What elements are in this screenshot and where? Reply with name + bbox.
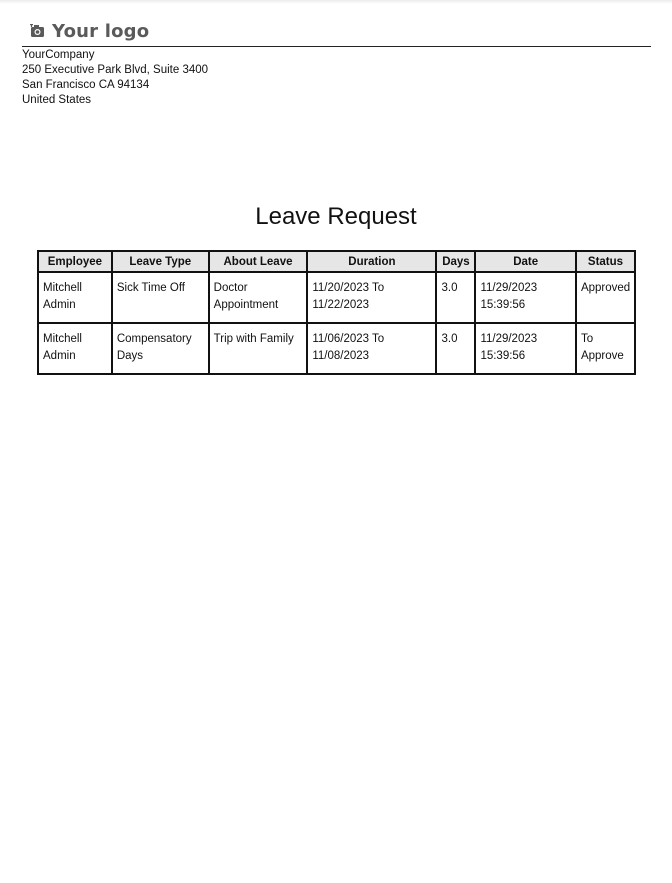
- company-header: [22, 18, 651, 108]
- column-header-date: Date: [475, 251, 576, 272]
- cell-employee: Mitchell Admin: [38, 272, 112, 323]
- page-title: Leave Request: [255, 203, 417, 230]
- cell-leave-type: Sick Time Off: [112, 272, 209, 323]
- column-header-days: Days: [436, 251, 475, 272]
- cell-days: 3.0: [436, 272, 475, 323]
- table-row: [38, 272, 635, 323]
- cell-status: To Approve: [576, 323, 635, 374]
- header-divider: [22, 46, 651, 47]
- column-header-leave-type: Leave Type: [112, 251, 209, 272]
- address-country: United States: [22, 94, 92, 106]
- cell-days: 3.0: [436, 323, 475, 374]
- logo-text: Your logo: [52, 20, 150, 42]
- cell-about-leave: Trip with Family: [209, 323, 308, 374]
- cell-employee: Mitchell Admin: [38, 323, 112, 374]
- table-header-row: [38, 251, 635, 272]
- leave-request-table: [37, 250, 636, 375]
- column-header-status: Status: [576, 251, 635, 272]
- table-row: [38, 323, 635, 374]
- cell-duration: 11/20/2023 To 11/22/2023: [307, 272, 436, 323]
- cell-date: 11/29/2023 15:39:56: [475, 323, 576, 374]
- column-header-employee: Employee: [38, 251, 112, 272]
- company-address: [22, 48, 651, 108]
- page-top-shadow: [0, 0, 672, 4]
- cell-date: 11/29/2023 15:39:56: [475, 272, 576, 323]
- address-street: 250 Executive Park Blvd, Suite 3400: [22, 64, 209, 76]
- company-logo: [22, 18, 651, 44]
- column-header-duration: Duration: [307, 251, 436, 272]
- column-header-about-leave: About Leave: [209, 251, 308, 272]
- cell-leave-type: Compensatory Days: [112, 323, 209, 374]
- camera-icon: [30, 24, 46, 38]
- cell-about-leave: Doctor Appointment: [209, 272, 308, 323]
- cell-status: Approved: [576, 272, 635, 323]
- company-name: YourCompany: [22, 49, 95, 61]
- cell-duration: 11/06/2023 To 11/08/2023: [307, 323, 436, 374]
- address-city: San Francisco CA 94134: [22, 79, 150, 91]
